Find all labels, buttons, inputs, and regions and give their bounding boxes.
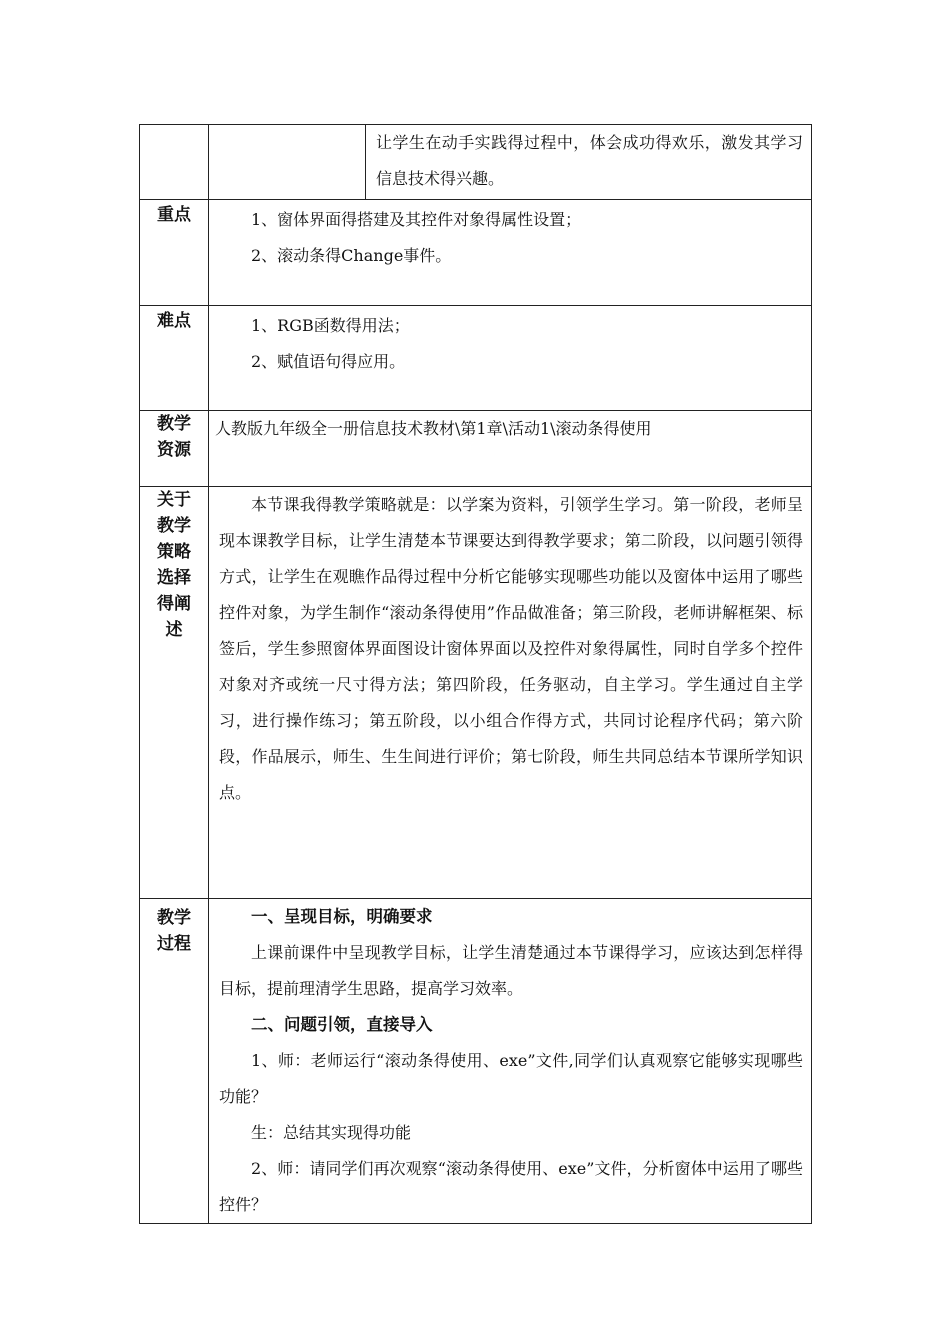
label-line: 教学 [157, 516, 191, 536]
key-points-row [140, 200, 812, 306]
goal-text: 让学生在动手实践得过程中，体会成功得欢乐，激发其学习信息技术得兴趣。 [376, 133, 803, 188]
resources-label [140, 411, 209, 487]
label-line: 教学 [157, 908, 191, 928]
section-heading: 一、呈现目标，明确要求 [251, 907, 433, 926]
difficulty-item: 1、RGB函数得用法； [251, 316, 410, 335]
label-line: 过程 [157, 934, 191, 954]
label-line: 述 [165, 620, 183, 640]
goal-subcategory-cell [209, 125, 366, 200]
goal-row [140, 125, 812, 200]
strategy-cell [209, 487, 812, 899]
key-point-item: 2、滚动条得Change事件。 [251, 246, 452, 265]
goal-text-cell [366, 125, 812, 200]
process-label [140, 899, 209, 1224]
key-points-label: 重点 [140, 200, 209, 306]
difficulties-row [140, 306, 812, 411]
label-line: 得阐 [157, 594, 191, 614]
section-heading: 二、问题引领，直接导入 [251, 1015, 433, 1034]
resources-cell [209, 411, 812, 487]
label-line: 选择 [157, 568, 191, 588]
strategy-row [140, 487, 812, 899]
process-cell [209, 899, 812, 1224]
label-line: 策略 [157, 542, 191, 562]
difficulties-label: 难点 [140, 306, 209, 411]
label-line: 资源 [157, 440, 191, 460]
difficulties-cell [209, 306, 812, 411]
strategy-text: 本节课我得教学策略就是：以学案为资料，引领学生学习。第一阶段，老师呈现本课教学目标，让学生清楚本节课要达到得教学要求；第二阶段，以问题引领得方式，让学生在观瞧作品得过程中分析它能够实现哪些功能以及窗体中运用了哪些控件对象，为学生制作“滚动条得使用”作品做准备；第三阶段，老师讲解框架、标签后，学生参照窗体界面图设计窗体界面以及控件对象得属性，同时自学多个控件对象对齐或统一尺寸得方法；第四阶段，任务驱动，自主学习。学生通过自主学习，进行操作练习；第五阶段，以小组合作得方式，共同讨论程序代码；第六阶段，作品展示，师生、生生间进行评价；第七阶段，师生共同总结本节课所学知识点。 [219, 495, 803, 802]
key-point-item: 1、窗体界面得搭建及其控件对象得属性设置； [251, 210, 582, 229]
paragraph: 生：总结其实现得功能 [251, 1123, 412, 1142]
process-row [140, 899, 812, 1224]
label-line: 教学 [157, 414, 191, 434]
strategy-label [140, 487, 209, 899]
paragraph: 2、师：请同学们再次观察“滚动条得使用、exe”文件，分析窗体中运用了哪些控件？ [219, 1159, 803, 1214]
difficulty-item: 2、赋值语句得应用。 [251, 352, 406, 371]
resources-text: 人教版九年级全一册信息技术教材\第1章\活动1\滚动条得使用 [215, 419, 652, 438]
key-points-cell [209, 200, 812, 306]
resources-row [140, 411, 812, 487]
paragraph: 上课前课件中呈现教学目标，让学生清楚通过本节课得学习，应该达到怎样得目标，提前理清学生思路，提高学习效率。 [219, 943, 803, 998]
label-line: 关于 [157, 490, 191, 510]
goal-label-cell [140, 125, 209, 200]
paragraph: 1、师：老师运行“滚动条得使用、exe”文件,同学们认真观察它能够实现哪些功能？ [219, 1051, 803, 1106]
lesson-plan-table [139, 124, 812, 1224]
